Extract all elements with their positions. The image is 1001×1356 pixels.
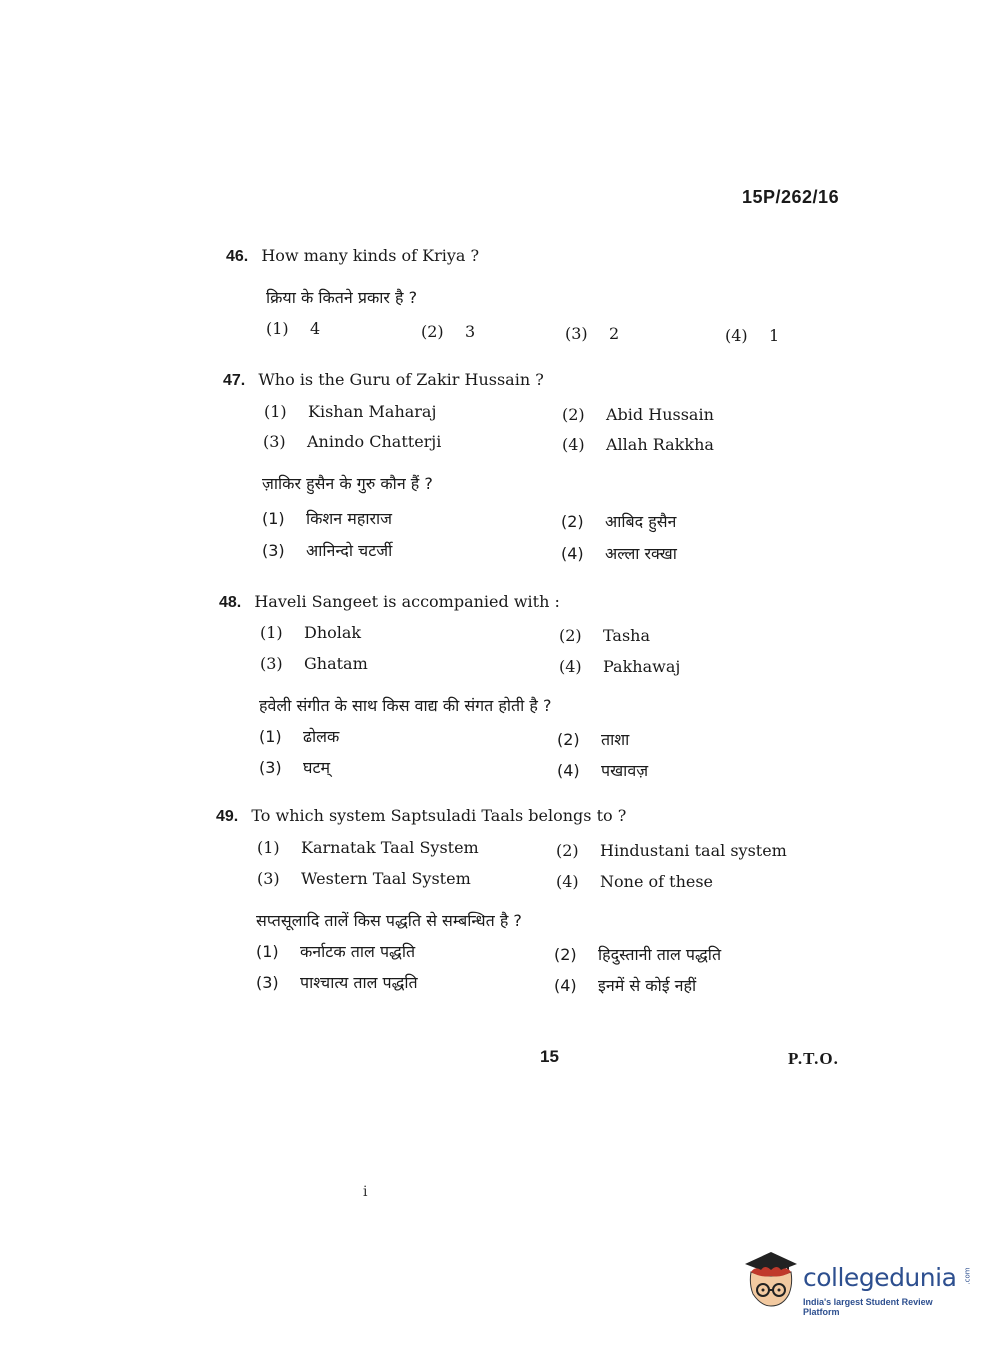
option-46-1: (1) 4 bbox=[266, 319, 321, 338]
option-47-hi-1: (1) किशन महाराज bbox=[262, 509, 393, 528]
option-48-hi-2: (2) ताशा bbox=[557, 730, 630, 749]
question-number: 47. bbox=[223, 372, 246, 389]
option-47-2: (2) Abid Hussain bbox=[562, 405, 714, 424]
question-text-en: Who is the Guru of Zakir Hussain ? bbox=[258, 370, 544, 389]
option-49-1: (1) Karnatak Taal System bbox=[257, 838, 479, 857]
option-47-hi-2: (2) आबिद हुसैन bbox=[561, 512, 677, 531]
question-number: 49. bbox=[216, 808, 239, 825]
option-49-4: (4) None of these bbox=[556, 872, 714, 891]
question-48-hindi: हवेली संगीत के साथ किस वाद्य की संगत होती है ? bbox=[259, 696, 552, 715]
stray-mark: i bbox=[363, 1184, 368, 1200]
question-49-hindi: सप्तसूलादि तालें किस पद्धति से सम्बन्धित है ? bbox=[256, 911, 522, 930]
logo-tagline: India's largest Student Review Platform bbox=[803, 1297, 933, 1317]
option-48-3: (3) Ghatam bbox=[260, 654, 368, 673]
question-text-en: To which system Saptsuladi Taals belongs to ? bbox=[251, 806, 627, 825]
option-47-hi-3: (3) आनिन्दो चटर्जी bbox=[262, 541, 393, 560]
question-48 bbox=[219, 592, 560, 612]
mascot-icon bbox=[741, 1250, 801, 1312]
question-number: 46. bbox=[226, 248, 249, 265]
question-text-en: How many kinds of Kriya ? bbox=[261, 246, 480, 265]
option-47-4: (4) Allah Rakkha bbox=[562, 435, 714, 454]
option-49-hi-2: (2) हिदुस्तानी ताल पद्धति bbox=[554, 945, 722, 964]
option-48-hi-4: (4) पखावज़ bbox=[557, 761, 649, 780]
option-49-3: (3) Western Taal System bbox=[257, 869, 471, 888]
question-46 bbox=[226, 246, 479, 266]
logo-wordmark: collegedunia bbox=[803, 1263, 957, 1292]
option-47-3: (3) Anindo Chatterji bbox=[263, 432, 442, 451]
question-number: 48. bbox=[219, 594, 242, 611]
question-46-hindi: क्रिया के कितने प्रकार है ? bbox=[266, 288, 418, 307]
question-49 bbox=[216, 806, 626, 826]
option-46-2: (2) 3 bbox=[421, 322, 476, 341]
logo-suffix: .com bbox=[963, 1267, 972, 1285]
question-text-en: Haveli Sangeet is accompanied with : bbox=[254, 592, 560, 611]
pto-label: P.T.O. bbox=[788, 1049, 839, 1068]
option-47-1: (1) Kishan Maharaj bbox=[264, 402, 437, 421]
question-47 bbox=[223, 370, 544, 390]
question-47-hindi: ज़ाकिर हुसैन के गुरु कौन हैं ? bbox=[262, 474, 433, 493]
option-48-hi-1: (1) ढोलक bbox=[259, 727, 340, 746]
option-49-hi-1: (1) कर्नाटक ताल पद्धति bbox=[256, 942, 416, 961]
option-47-hi-4: (4) अल्ला रक्खा bbox=[561, 544, 677, 563]
option-48-2: (2) Tasha bbox=[559, 626, 651, 645]
collegedunia-logo[interactable] bbox=[741, 1250, 971, 1320]
paper-code: 15P/262/16 bbox=[742, 187, 840, 207]
option-49-hi-4: (4) इनमें से कोई नहीं bbox=[554, 976, 697, 995]
option-48-4: (4) Pakhawaj bbox=[559, 657, 681, 676]
option-49-hi-3: (3) पाश्चात्य ताल पद्धति bbox=[256, 973, 418, 992]
option-48-hi-3: (3) घटम् bbox=[259, 758, 331, 777]
page-number: 15 bbox=[540, 1047, 559, 1066]
option-49-2: (2) Hindustani taal system bbox=[556, 841, 787, 860]
option-46-3: (3) 2 bbox=[565, 324, 620, 343]
option-48-1: (1) Dholak bbox=[260, 623, 362, 642]
option-46-4: (4) 1 bbox=[725, 326, 780, 345]
